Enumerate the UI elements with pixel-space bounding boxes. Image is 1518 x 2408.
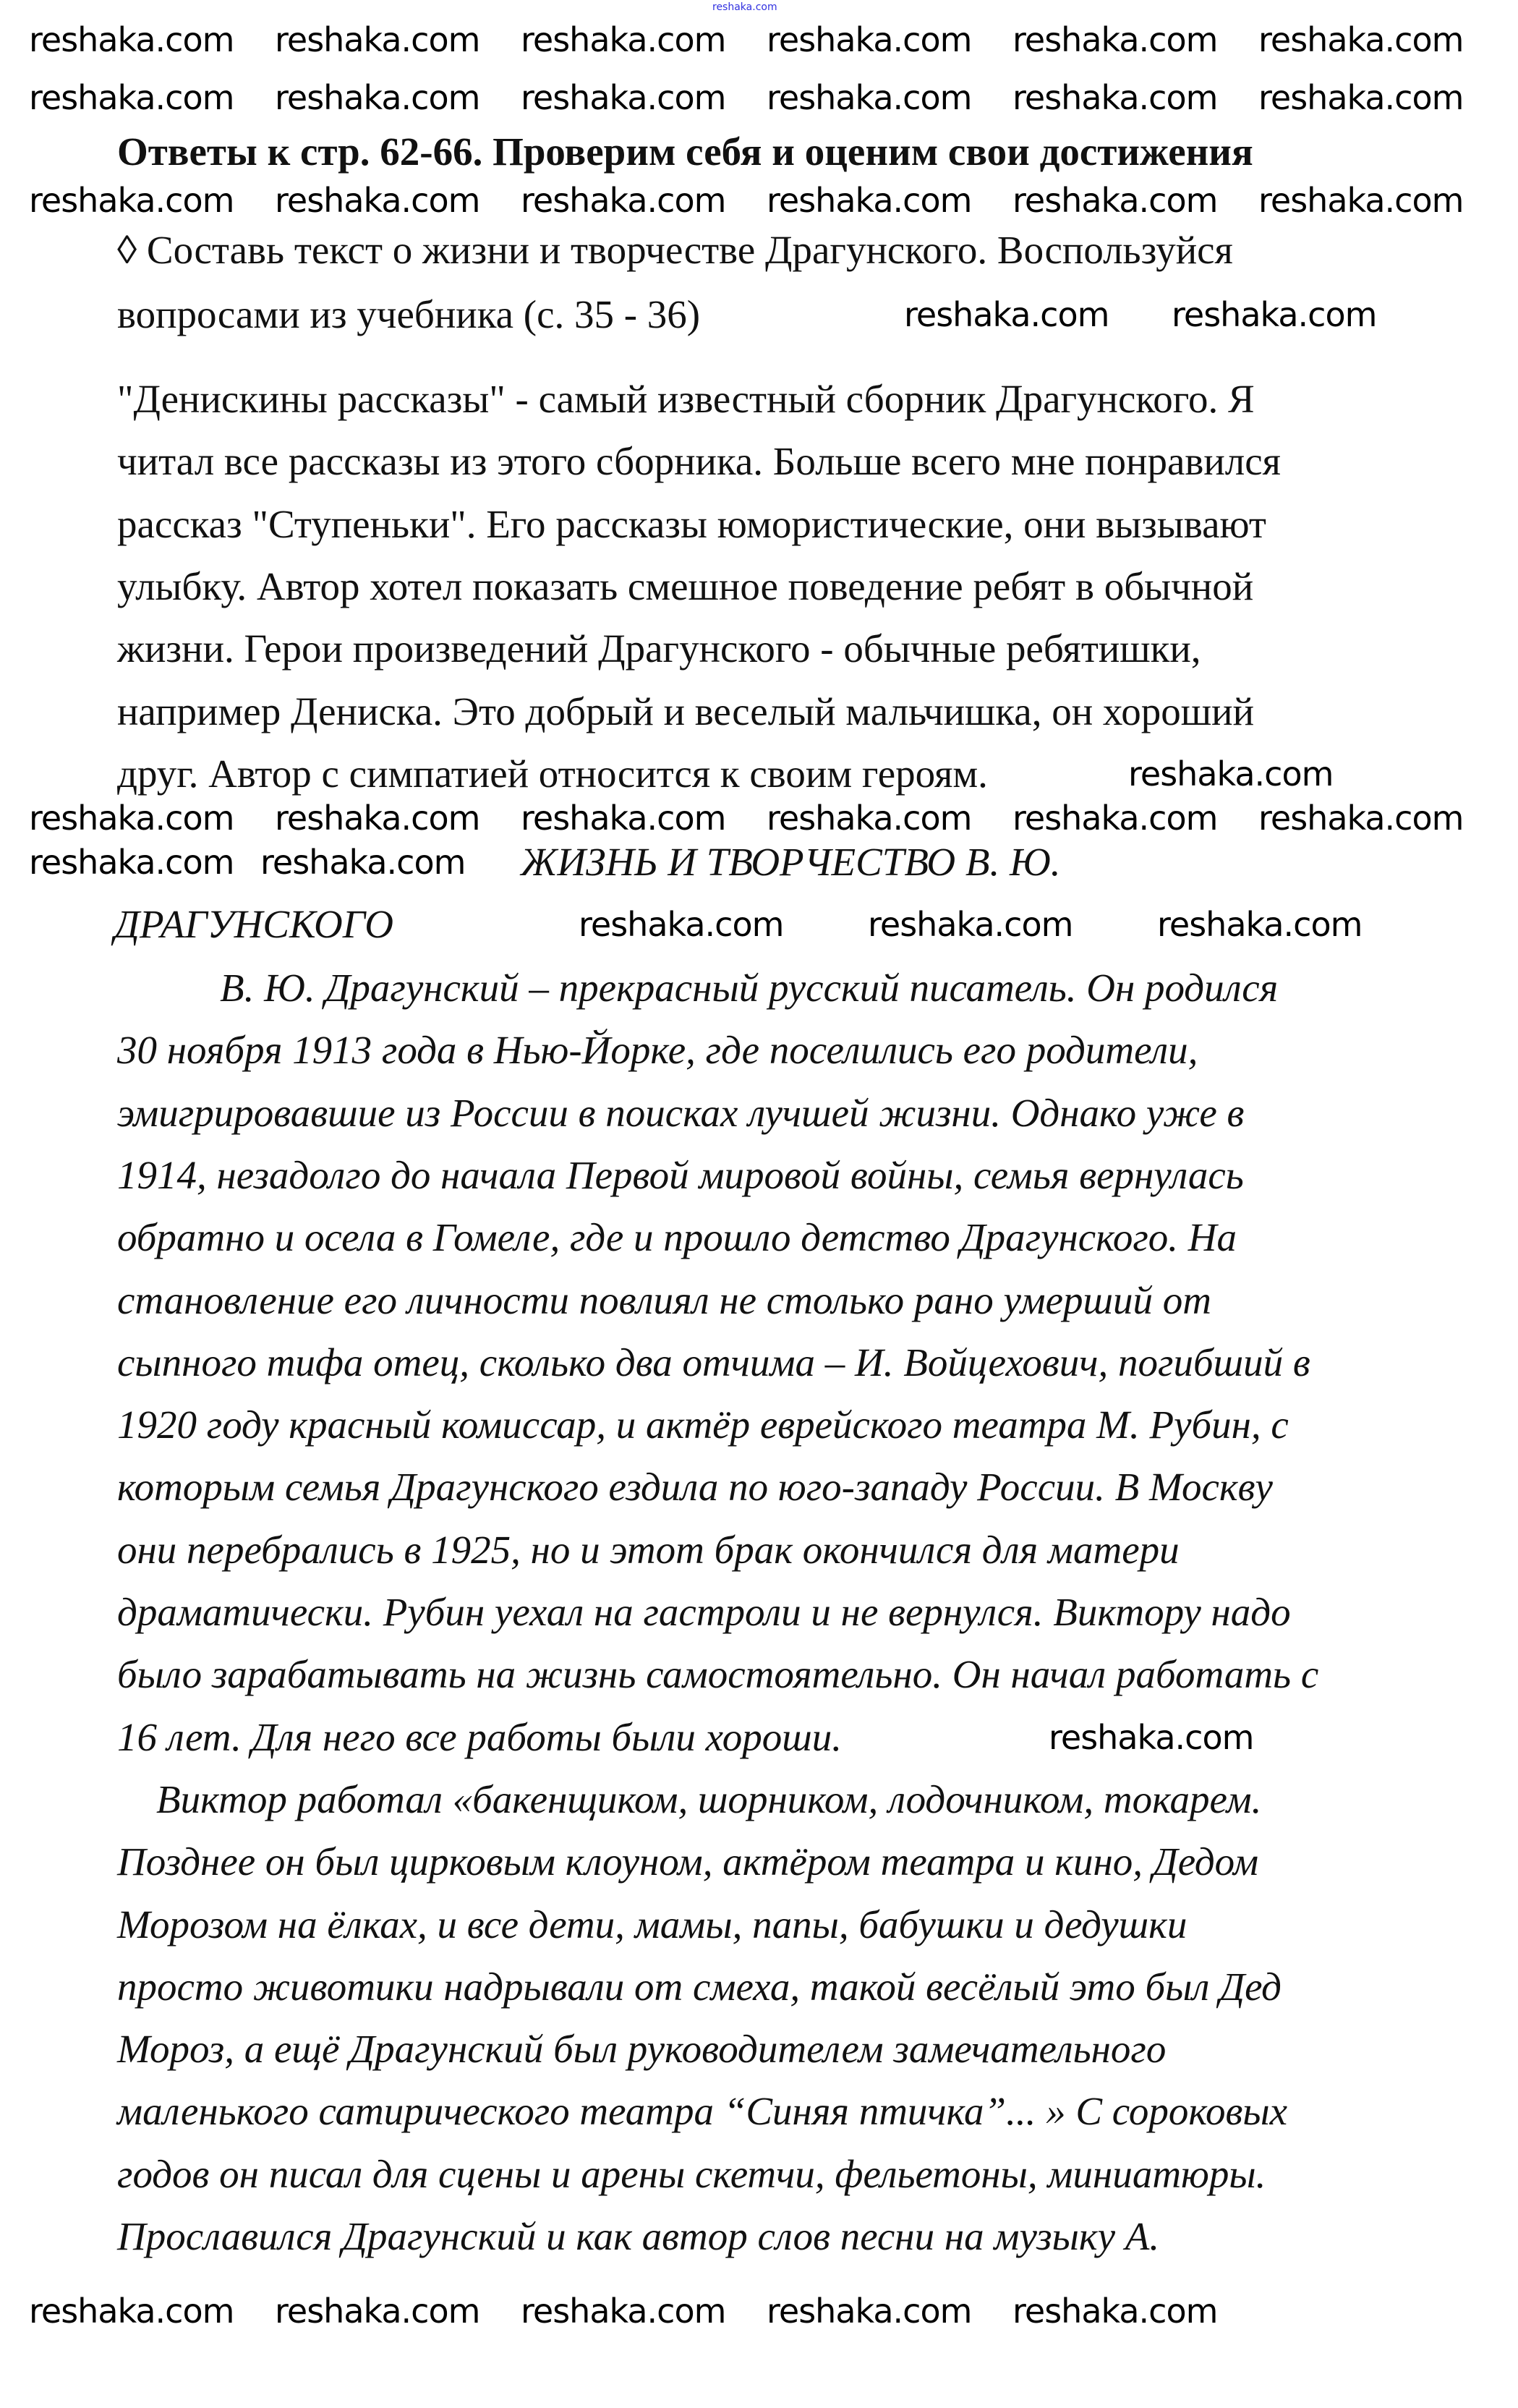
biography-line: годов он писал для сцены и арены скетчи, фельетоны, миниатюры. [117,2151,1266,2196]
watermark-text: reshaka.com [521,78,726,117]
page-title: Ответы к стр. 62-66. Проверим себя и оценим свои достижения [117,129,1253,174]
top-site-link[interactable]: reshaka.com [712,1,777,13]
biography-line: Морозом на ёлках, и все дети, мамы, папы, бабушки и дедушки [117,1902,1187,1947]
watermark-text: reshaka.com [868,905,1073,944]
watermark-text: reshaka.com [1258,20,1464,59]
biography-line: просто животики надрывали от смеха, такой весёлый это был Дед [117,1964,1282,2009]
watermark-text: reshaka.com [29,843,234,882]
answer-line: например Дениска. Это добрый и веселый мальчишка, он хороший [117,689,1255,733]
biography-line: было зарабатывать на жизнь самостоятельно. Он начал работать с [117,1652,1319,1697]
watermark-text: reshaka.com [579,905,784,944]
watermark-text: reshaka.com [767,799,972,838]
biography-line: 16 лет. Для него все работы были хороши. [117,1714,842,1759]
biography-line: становление его личности повлиял не столько рано умерший от [117,1277,1212,1322]
watermark-text: reshaka.com [29,2292,234,2331]
biography-line: Мороз, а ещё Драгунский был руководителем замечательного [117,2027,1167,2072]
biography-line: маленького сатирического театра “Синяя птичка”... » С сороковых [117,2089,1288,2134]
watermark-text: reshaka.com [767,2292,972,2331]
answer-line: жизни. Герои произведений Драгунского - обычные ребятишки, [117,626,1201,671]
watermark-text: reshaka.com [1012,2292,1218,2331]
watermark-text: reshaka.com [29,20,234,59]
answer-line: улыбку. Автор хотел показать смешное поведение ребят в обычной [117,563,1254,608]
watermark-text: reshaka.com [904,295,1109,334]
watermark-text: reshaka.com [767,20,972,59]
biography-line: Виктор работал «бакенщиком, шорником, лодочником, токарем. [156,1777,1262,1821]
watermark-text: reshaka.com [1258,799,1464,838]
biography-line: Позднее он был цирковым клоуном, актёром театра и кино, Дедом [117,1839,1259,1884]
biography-line: они перебрались в 1925, но и этот брак окончился для матери [117,1527,1180,1572]
watermark-text: reshaka.com [29,799,234,838]
watermark-text: reshaka.com [1012,181,1218,220]
section-heading: ЖИЗНЬ И ТВОРЧЕСТВО В. Ю. [521,840,1061,884]
biography-line: которым семья Драгунского ездила по юго-западу России. В Москву [117,1465,1273,1510]
watermark-text: reshaka.com [1049,1718,1254,1757]
biography-line: 1920 году красный комиссар, и актёр еврейского театра М. Рубин, с [117,1403,1289,1447]
watermark-text: reshaka.com [275,20,480,59]
section-heading-continued: ДРАГУНСКОГО [114,902,393,946]
watermark-text: reshaka.com [29,78,234,117]
answer-line: рассказ "Ступеньки". Его рассказы юмористические, они вызывают [117,501,1266,546]
biography-line: 1914, незадолго до начала Первой мировой войны, семья вернулась [117,1152,1244,1197]
watermark-text: reshaka.com [1172,295,1377,334]
watermark-text: reshaka.com [521,2292,726,2331]
biography-line: В. Ю. Драгунский – прекрасный русский писатель. Он родился [220,966,1279,1010]
biography-line: 30 ноября 1913 года в Нью-Йорке, где поселились его родители, [117,1028,1198,1073]
watermark-text: reshaka.com [521,181,726,220]
watermark-text: reshaka.com [521,799,726,838]
biography-line: эмигрировавшие из России в поисках лучшей жизни. Однако уже в [117,1090,1245,1135]
answer-line: читал все рассказы из этого сборника. Больше всего мне понравился [117,439,1281,484]
watermark-text: reshaka.com [275,799,480,838]
watermark-text: reshaka.com [1128,754,1334,794]
answer-line: друг. Автор с симпатией относится к своим героям. [117,751,988,796]
task-line: ◊ Составь текст о жизни и творчестве Драгунского. Воспользуйся [117,228,1233,272]
watermark-text: reshaka.com [260,843,466,882]
biography-line: драматически. Рубин уехал на гастроли и не вернулся. Виктору надо [117,1590,1291,1634]
watermark-text: reshaka.com [1258,181,1464,220]
biography-line: сыпного тифа отец, сколько два отчима – И. Войцехович, погибший в [117,1340,1310,1384]
watermark-text: reshaka.com [1012,20,1218,59]
watermark-text: reshaka.com [767,78,972,117]
watermark-text: reshaka.com [29,181,234,220]
watermark-text: reshaka.com [1012,799,1218,838]
answer-line: "Денискины рассказы" - самый известный сборник Драгунского. Я [117,377,1255,421]
watermark-text: reshaka.com [1157,905,1363,944]
task-line: вопросами из учебника (с. 35 - 36) [117,292,701,336]
watermark-text: reshaka.com [1258,78,1464,117]
watermark-text: reshaka.com [275,78,480,117]
watermark-text: reshaka.com [767,181,972,220]
watermark-text: reshaka.com [275,181,480,220]
biography-line: обратно и осела в Гомеле, где и прошло детство Драгунского. На [117,1215,1237,1260]
watermark-text: reshaka.com [521,20,726,59]
watermark-text: reshaka.com [275,2292,480,2331]
biography-line: Прославился Драгунский и как автор слов песни на музыку А. [117,2214,1160,2258]
watermark-text: reshaka.com [1012,78,1218,117]
